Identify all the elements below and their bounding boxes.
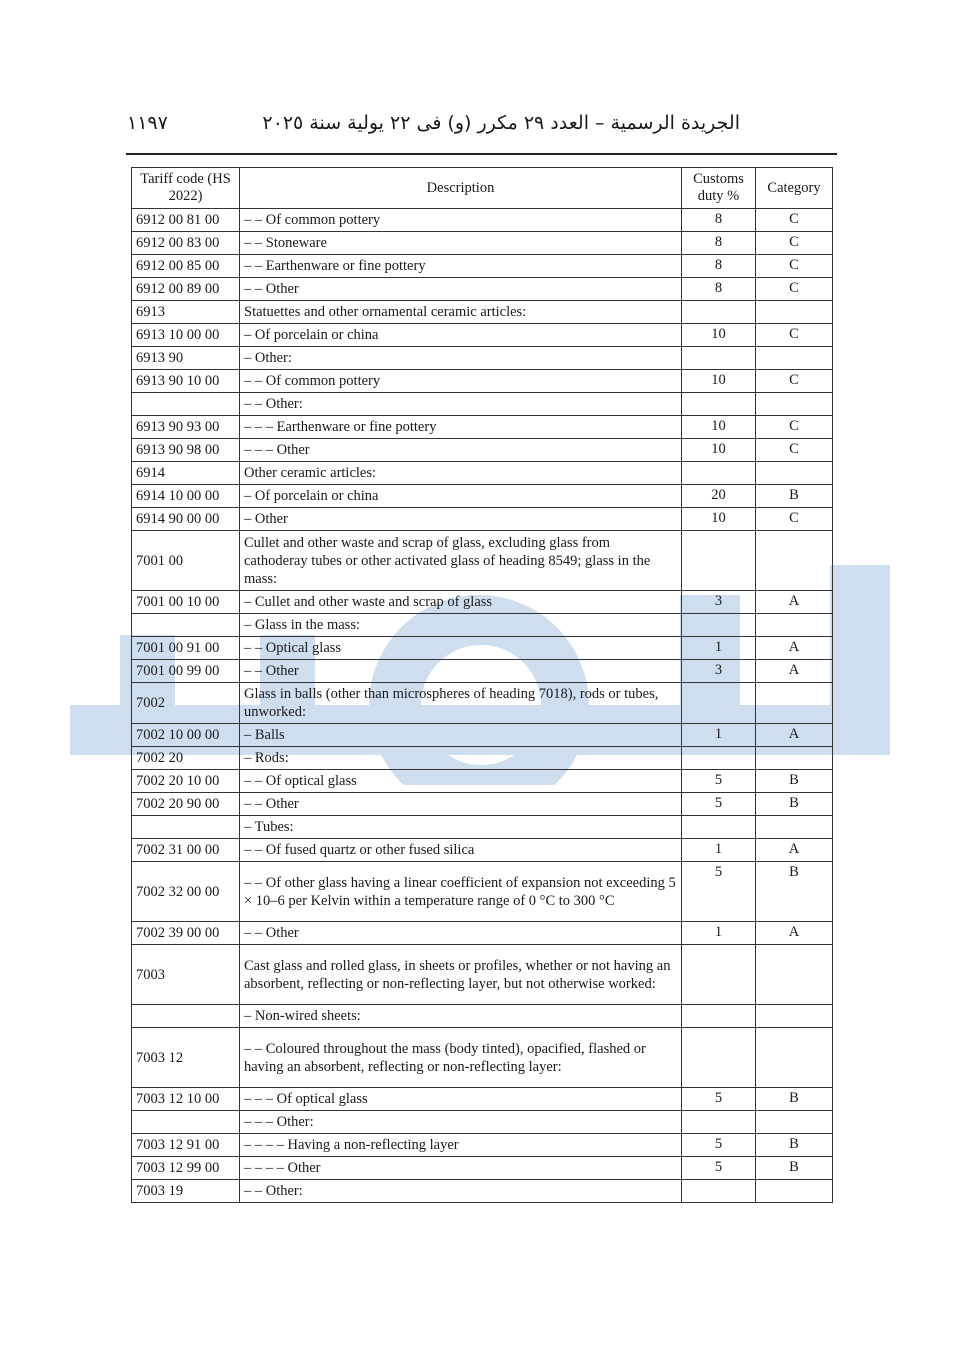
category-cell: C <box>756 370 833 393</box>
tariff-code-cell: 6913 90 98 00 <box>132 439 240 462</box>
category-cell: C <box>756 439 833 462</box>
tariff-code-cell: 6913 90 <box>132 347 240 370</box>
table-row <box>132 816 833 839</box>
tariff-code-cell: 7002 39 00 00 <box>132 922 240 945</box>
customs-duty-cell <box>682 1028 756 1088</box>
tariff-code-cell: 7003 12 99 00 <box>132 1157 240 1180</box>
description-cell: – Cullet and other waste and scrap of glass <box>240 591 682 614</box>
table-row <box>132 793 833 816</box>
category-cell <box>756 614 833 637</box>
category-cell: C <box>756 416 833 439</box>
description-cell: – – Other <box>240 278 682 301</box>
table-row <box>132 1180 833 1203</box>
customs-duty-cell: 5 <box>682 1157 756 1180</box>
category-cell: B <box>756 485 833 508</box>
customs-duty-cell: 8 <box>682 209 756 232</box>
tariff-code-cell: 7003 19 <box>132 1180 240 1203</box>
tariff-code-cell: 7002 10 00 00 <box>132 724 240 747</box>
tariff-code-cell: 7001 00 <box>132 531 240 591</box>
table-row <box>132 922 833 945</box>
customs-duty-cell <box>682 347 756 370</box>
category-cell <box>756 462 833 485</box>
category-cell <box>756 816 833 839</box>
tariff-code-cell <box>132 1005 240 1028</box>
category-cell: C <box>756 278 833 301</box>
table-row <box>132 1157 833 1180</box>
category-cell: B <box>756 770 833 793</box>
tariff-code-cell: 6912 00 89 00 <box>132 278 240 301</box>
category-cell: A <box>756 591 833 614</box>
table-row <box>132 660 833 683</box>
tariff-code-cell: 7003 12 <box>132 1028 240 1088</box>
category-cell <box>756 1180 833 1203</box>
category-cell: A <box>756 724 833 747</box>
table-row <box>132 232 833 255</box>
category-cell <box>756 393 833 416</box>
category-cell <box>756 747 833 770</box>
page-header <box>127 108 740 138</box>
description-cell: – – Other <box>240 793 682 816</box>
tariff-code-cell: 7001 00 91 00 <box>132 637 240 660</box>
category-cell: B <box>756 1134 833 1157</box>
page-number: ١١٩٧ <box>127 112 168 134</box>
category-cell: B <box>756 1157 833 1180</box>
gazette-title: الجريدة الرسمية – العدد ٢٩ مكرر (و) فى ٢٢ يولية سنة ٢٠٢٥ <box>262 112 740 134</box>
category-cell: C <box>756 232 833 255</box>
tariff-code-cell: 6914 <box>132 462 240 485</box>
table-row <box>132 1028 833 1088</box>
customs-duty-cell: 5 <box>682 1088 756 1111</box>
tariff-code-cell <box>132 393 240 416</box>
table-row <box>132 439 833 462</box>
table-row <box>132 324 833 347</box>
table-row <box>132 862 833 922</box>
table-row <box>132 1134 833 1157</box>
description-cell: – – – Other <box>240 439 682 462</box>
customs-duty-cell: 1 <box>682 637 756 660</box>
table-row <box>132 591 833 614</box>
tariff-code-cell: 7003 12 10 00 <box>132 1088 240 1111</box>
category-cell <box>756 1005 833 1028</box>
tariff-table <box>131 167 833 1203</box>
description-cell: Cullet and other waste and scrap of glass, excluding glass from cathoderay tubes or other activated glass of heading 8549; glass in the mass: <box>240 531 682 591</box>
description-cell: – Rods: <box>240 747 682 770</box>
description-cell: – Non-wired sheets: <box>240 1005 682 1028</box>
description-cell: – – – Earthenware or fine pottery <box>240 416 682 439</box>
description-cell: – – – – Other <box>240 1157 682 1180</box>
tariff-code-cell: 6912 00 85 00 <box>132 255 240 278</box>
customs-duty-cell: 8 <box>682 232 756 255</box>
table-row <box>132 531 833 591</box>
table-row <box>132 416 833 439</box>
customs-duty-cell <box>682 393 756 416</box>
table-row <box>132 462 833 485</box>
description-cell: – – Optical glass <box>240 637 682 660</box>
tariff-code-cell: 6912 00 81 00 <box>132 209 240 232</box>
description-cell: Glass in balls (other than microspheres of heading 7018), rods or tubes, unworked: <box>240 683 682 724</box>
category-cell: C <box>756 508 833 531</box>
header-tariff-code: Tariff code (HS 2022) <box>132 168 240 209</box>
description-cell: – – Other: <box>240 1180 682 1203</box>
tariff-code-cell: 7001 00 99 00 <box>132 660 240 683</box>
category-cell: C <box>756 255 833 278</box>
category-cell <box>756 945 833 1005</box>
tariff-code-cell <box>132 614 240 637</box>
customs-duty-cell: 10 <box>682 370 756 393</box>
customs-duty-cell <box>682 945 756 1005</box>
description-cell: – – Of fused quartz or other fused silica <box>240 839 682 862</box>
customs-duty-cell: 5 <box>682 793 756 816</box>
category-cell: A <box>756 922 833 945</box>
description-cell: Cast glass and rolled glass, in sheets or profiles, whether or not having an absorbent, reflecting or non-reflecting layer, but not otherwise worked: <box>240 945 682 1005</box>
tariff-code-cell: 6913 <box>132 301 240 324</box>
table-row <box>132 770 833 793</box>
description-cell: – Of porcelain or china <box>240 485 682 508</box>
table-row <box>132 747 833 770</box>
category-cell: B <box>756 1088 833 1111</box>
category-cell <box>756 531 833 591</box>
tariff-table-body <box>132 209 833 1203</box>
description-cell: – Of porcelain or china <box>240 324 682 347</box>
header-category: Category <box>756 168 833 209</box>
table-row <box>132 1005 833 1028</box>
tariff-code-cell: 7001 00 10 00 <box>132 591 240 614</box>
customs-duty-cell <box>682 816 756 839</box>
description-cell: – Balls <box>240 724 682 747</box>
tariff-code-cell: 7003 <box>132 945 240 1005</box>
description-cell: – Other: <box>240 347 682 370</box>
description-cell: – – – Other: <box>240 1111 682 1134</box>
description-cell: – – Of optical glass <box>240 770 682 793</box>
header-divider <box>126 153 837 155</box>
table-row <box>132 485 833 508</box>
tariff-code-cell: 7002 <box>132 683 240 724</box>
customs-duty-cell <box>682 614 756 637</box>
table-row <box>132 839 833 862</box>
customs-duty-cell: 10 <box>682 324 756 347</box>
description-cell: – – Of other glass having a linear coefficient of expansion not exceeding 5 × 10–6 per Kelvin within a temperature range of 0 °C to 300 °C <box>240 862 682 922</box>
table-row <box>132 1088 833 1111</box>
tariff-code-cell <box>132 1111 240 1134</box>
customs-duty-cell: 5 <box>682 1134 756 1157</box>
customs-duty-cell <box>682 1005 756 1028</box>
description-cell: – – Of common pottery <box>240 370 682 393</box>
customs-duty-cell: 8 <box>682 255 756 278</box>
description-cell: – – Other: <box>240 393 682 416</box>
tariff-code-cell: 7002 32 00 00 <box>132 862 240 922</box>
customs-duty-cell: 10 <box>682 439 756 462</box>
description-cell: – – Coloured throughout the mass (body tinted), opacified, flashed or having an absorbent, reflecting or non-reflecting layer: <box>240 1028 682 1088</box>
category-cell: A <box>756 660 833 683</box>
category-cell: B <box>756 862 833 922</box>
category-cell: C <box>756 324 833 347</box>
category-cell: C <box>756 209 833 232</box>
customs-duty-cell <box>682 683 756 724</box>
customs-duty-cell: 1 <box>682 724 756 747</box>
table-row <box>132 637 833 660</box>
customs-duty-cell <box>682 301 756 324</box>
customs-duty-cell: 10 <box>682 416 756 439</box>
category-cell: A <box>756 839 833 862</box>
tariff-code-cell: 6912 00 83 00 <box>132 232 240 255</box>
customs-duty-cell: 3 <box>682 660 756 683</box>
description-cell: Other ceramic articles: <box>240 462 682 485</box>
category-cell <box>756 301 833 324</box>
description-cell: – – Earthenware or fine pottery <box>240 255 682 278</box>
table-row <box>132 1111 833 1134</box>
tariff-code-cell: 7002 20 10 00 <box>132 770 240 793</box>
customs-duty-cell <box>682 1180 756 1203</box>
customs-duty-cell: 8 <box>682 278 756 301</box>
description-cell: – Glass in the mass: <box>240 614 682 637</box>
category-cell: A <box>756 637 833 660</box>
tariff-code-cell <box>132 816 240 839</box>
customs-duty-cell: 5 <box>682 862 756 922</box>
description-cell: – Tubes: <box>240 816 682 839</box>
table-header-row <box>132 168 833 209</box>
tariff-code-cell: 6913 10 00 00 <box>132 324 240 347</box>
tariff-code-cell: 7002 31 00 00 <box>132 839 240 862</box>
category-cell <box>756 1111 833 1134</box>
tariff-code-cell: 6913 90 93 00 <box>132 416 240 439</box>
table-row <box>132 301 833 324</box>
description-cell: – – Other <box>240 660 682 683</box>
description-cell: Statuettes and other ornamental ceramic articles: <box>240 301 682 324</box>
description-cell: – – Of common pottery <box>240 209 682 232</box>
description-cell: – – Stoneware <box>240 232 682 255</box>
table-row <box>132 724 833 747</box>
tariff-code-cell: 6913 90 10 00 <box>132 370 240 393</box>
category-cell <box>756 1028 833 1088</box>
tariff-code-cell: 7002 20 <box>132 747 240 770</box>
table-row <box>132 614 833 637</box>
customs-duty-cell: 20 <box>682 485 756 508</box>
description-cell: – Other <box>240 508 682 531</box>
header-customs-duty: Customs duty % <box>682 168 756 209</box>
customs-duty-cell <box>682 1111 756 1134</box>
description-cell: – – Other <box>240 922 682 945</box>
customs-duty-cell: 1 <box>682 922 756 945</box>
tariff-code-cell: 7003 12 91 00 <box>132 1134 240 1157</box>
customs-duty-cell <box>682 462 756 485</box>
tariff-code-cell: 7002 20 90 00 <box>132 793 240 816</box>
description-cell: – – – – Having a non-reflecting layer <box>240 1134 682 1157</box>
category-cell <box>756 683 833 724</box>
tariff-code-cell: 6914 90 00 00 <box>132 508 240 531</box>
table-row <box>132 209 833 232</box>
table-row <box>132 278 833 301</box>
table-row <box>132 370 833 393</box>
description-cell: – – – Of optical glass <box>240 1088 682 1111</box>
tariff-code-cell: 6914 10 00 00 <box>132 485 240 508</box>
table-row <box>132 393 833 416</box>
table-row <box>132 683 833 724</box>
customs-duty-cell: 1 <box>682 839 756 862</box>
customs-duty-cell: 10 <box>682 508 756 531</box>
category-cell <box>756 347 833 370</box>
customs-duty-cell <box>682 531 756 591</box>
category-cell: B <box>756 793 833 816</box>
customs-duty-cell: 5 <box>682 770 756 793</box>
table-row <box>132 945 833 1005</box>
table-row <box>132 255 833 278</box>
table-row <box>132 508 833 531</box>
table-row <box>132 347 833 370</box>
header-description: Description <box>240 168 682 209</box>
customs-duty-cell: 3 <box>682 591 756 614</box>
customs-duty-cell <box>682 747 756 770</box>
